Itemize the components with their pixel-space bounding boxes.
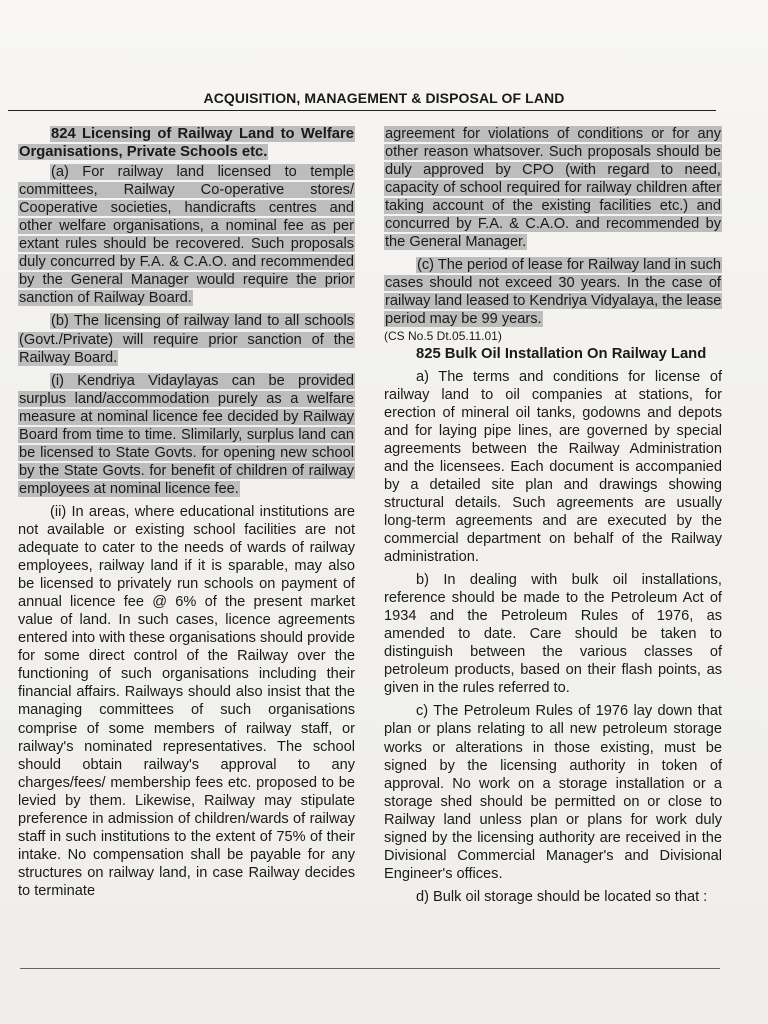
paragraph-824-b	[18, 312, 355, 366]
paragraph-825-b: b) In dealing with bulk oil installations, reference should be made to the Petroleum Act of 1934 and the Petroleum Rules of 1976, as amended to date. Care should be taken to distinguish between the various classes of petroleum products, based on their flash points, as given in the rules referred to.	[384, 572, 722, 697]
circular-note: (CS No.5 Dt.05.11.01)	[384, 328, 502, 343]
page-header: ACQUISITION, MANAGEMENT & DISPOSAL OF LAND	[203, 90, 565, 106]
paragraph-824-i	[18, 372, 355, 498]
section-825-title: 825 Bulk Oil Installation On Railway Land	[416, 345, 707, 362]
paragraph-825-d: d) Bulk oil storage should be located so that :	[416, 888, 708, 905]
paragraph-824-a	[18, 163, 355, 307]
section-824-title	[18, 125, 355, 161]
header-divider	[8, 110, 716, 111]
paragraph-825-c: c) The Petroleum Rules of 1976 lay down that plan or plans relating to all new petroleum storage works or alterations in those existing, must be signed by the licensing authority in token of approval. No work on a storage installation or a storage shed should be permitted on or close to Railway land unless plan or plans for work duly signed by the licensing authority are received in the Divisional Commercial Manager's and Divisional Engineer's offices.	[384, 703, 722, 882]
paragraph-824-a-text: (a) For railway land licensed to temple committees, Railway Co-operative stores/ Cooperative societies, handicrafts centres and other welfare organisations, a nominal fee as per extant rules should be recovered. Such proposals duly concurred by F.A. & C.A.O. and recommended by the General Manager would require the prior sanction of Railway Board.	[19, 164, 354, 307]
footer-divider	[20, 968, 720, 969]
paragraph-824-i-text: (i) Kendriya Vidaylayas can be provided surplus land/accommodation purely as a welfare measure at nominal licence fee decided by Railway Board from time to time. Slimilarly, surplus land can be licensed to State Govts. for opening new school by the State Govts. for benefit of children of railway employees at nominal licence fee.	[19, 372, 354, 497]
paragraph-824-ii: (ii) In areas, where educational institutions are not available or existing school facilities are not adequate to cater to the needs of wards of railway employees, railway land if it is sparable, may also be licensed to privately run schools on payment of annual licence fee @ 6% of the present market value of land. In such cases, licence agreements entered into with these organisations should provide for some direct control of the Railway over the functioning of such organisations including their financial affairs. Railways should also insist that the managing committees of such organisations comprise of some members of railway staff, or railway's nominated representatives. The school should obtain railway's approval to any charges/fees/ membership fees etc. proposed to be levied by them. Likewise, Railway may stipulate preference in admission of children/wards of railway staff in such institutions to the extent of 75% of their intake. No compensation shall be payable for any structures on railway land, in case Railway decides to terminate	[18, 503, 355, 899]
paragraph-824-c	[384, 256, 722, 328]
paragraph-824-c-text: (c) The period of lease for Railway land in such cases should not exceed 30 years. In the case of railway land leased to Kendriya Vidyalaya, the lease period may be 99 years.	[385, 257, 722, 328]
right-column	[384, 125, 722, 906]
paragraph-continuation-text: agreement for violations of conditions or for any other reason whatsover. Such proposals should be duly approved by CPO (with regard to need, capacity of school required for railway children after taking account of the existing facilities etc.) and concurred by F.A. & C.A.O. and recommended by the General Manager.	[385, 126, 721, 251]
paragraph-continuation	[384, 125, 722, 251]
left-column	[18, 125, 355, 900]
section-824-title-text: 824 Licensing of Railway Land to Welfare Organisations, Private Schools etc.	[19, 126, 354, 161]
paragraph-824-b-text: (b) The licensing of railway land to all schools (Govt./Private) will require prior sanction of the Railway Board.	[19, 313, 354, 366]
paragraph-825-a: a) The terms and conditions for license of railway land to oil companies at stations, for erection of mineral oil tanks, godowns and depots and for laying pipe lines, are governed by special agreements between the Railway Administration and the licensees. Each document is accompanied by a detailed site plan and drawings showing structural details. Such agreements are usually long-term agreements and are executed by the commercial department on behalf of the Railway administration.	[384, 368, 722, 566]
